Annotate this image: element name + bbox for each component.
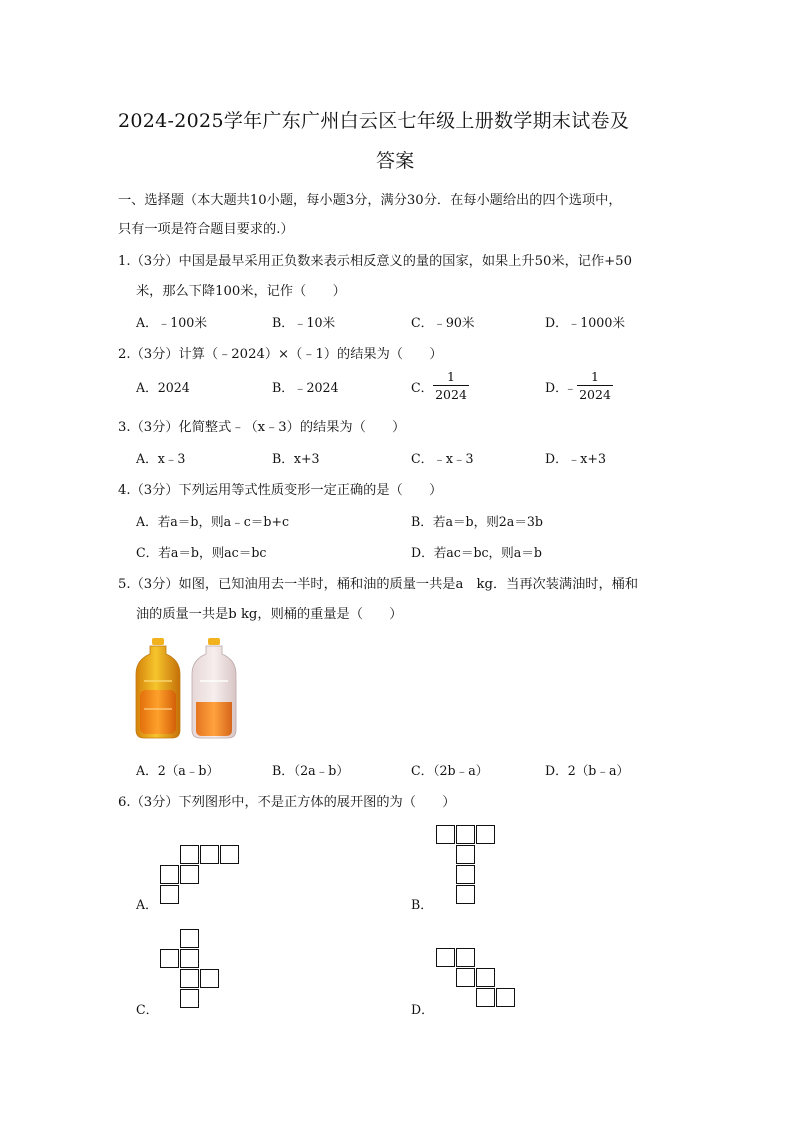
page-title-cont: 答案 xyxy=(376,150,415,172)
q4-option-c[interactable]: C．若a＝b，则ac＝bc xyxy=(136,545,267,560)
net-cell xyxy=(160,865,179,884)
net-cell xyxy=(180,845,199,864)
q2-fraction-d-num: 1 xyxy=(591,369,599,384)
q1-option-a[interactable]: A．﹣100米 xyxy=(136,315,207,330)
net-cell xyxy=(160,949,179,968)
net-cell xyxy=(496,988,515,1007)
q2-fraction-c-den: 2024 xyxy=(435,387,467,402)
question-5-cont: 油的质量一共是b kg，则桶的重量是（ ） xyxy=(136,607,403,622)
section-header: 一、选择题（本大题共10小题，每小题3分，满分30分．在每小题给出的四个选项中， xyxy=(118,193,622,208)
q3-option-b[interactable]: B．x+3 xyxy=(272,451,320,466)
q2-option-a[interactable]: A．2024 xyxy=(136,380,190,395)
net-cell xyxy=(180,969,199,988)
net-cell xyxy=(436,825,455,844)
net-cell xyxy=(456,845,475,864)
oil-bottles-image xyxy=(134,636,246,742)
net-cell xyxy=(180,949,199,968)
q1-option-b[interactable]: B．﹣10米 xyxy=(272,315,336,330)
net-cell xyxy=(436,948,455,967)
net-cell xyxy=(456,825,475,844)
half-bottle xyxy=(192,638,236,738)
q5-option-d[interactable]: D．2（b﹣a） xyxy=(545,763,630,778)
net-cell xyxy=(456,948,475,967)
net-cell xyxy=(180,865,199,884)
net-cell xyxy=(456,968,475,987)
q4-option-d[interactable]: D．若ac＝bc，则a＝b xyxy=(411,545,542,560)
page-title: 2024-2025学年广东广州白云区七年级上册数学期末试卷及 xyxy=(118,110,630,132)
q2-fraction-d-sign: ﹣ xyxy=(564,380,577,395)
question-2: 2.（3分）计算（﹣2024）×（﹣1）的结果为（ ） xyxy=(118,347,443,362)
q3-option-d[interactable]: D．﹣x+3 xyxy=(545,451,606,466)
net-cell xyxy=(200,969,219,988)
q6-option-d[interactable]: D． xyxy=(411,1002,434,1017)
net-cell xyxy=(180,989,199,1008)
q2-fraction-c-num: 1 xyxy=(447,369,455,384)
q5-option-c[interactable]: C．（2b﹣a） xyxy=(411,763,489,778)
q6-option-a[interactable]: A． xyxy=(136,897,158,912)
q2-fraction-d xyxy=(577,369,613,402)
net-cell xyxy=(220,845,239,864)
q6-option-b[interactable]: B． xyxy=(411,897,433,912)
q3-option-a[interactable]: A．x﹣3 xyxy=(136,451,186,466)
q2-fraction-c xyxy=(433,369,469,402)
q5-option-a[interactable]: A．2（a﹣b） xyxy=(136,763,220,778)
q1-option-c[interactable]: C．﹣90米 xyxy=(411,315,475,330)
net-cell xyxy=(476,988,495,1007)
q2-option-d[interactable]: D． xyxy=(545,380,568,395)
net-cell xyxy=(476,825,495,844)
net-cell xyxy=(200,845,219,864)
question-6: 6.（3分）下列图形中，不是正方体的展开图的为（ ） xyxy=(118,795,456,810)
question-4: 4.（3分）下列运用等式性质变形一定正确的是（ ） xyxy=(118,483,443,498)
net-cell xyxy=(456,885,475,904)
question-1-cont: 米，那么下降100米，记作（ ） xyxy=(136,284,346,299)
section-header-cont: 只有一项是符合题目要求的.） xyxy=(118,222,294,237)
net-cell xyxy=(476,968,495,987)
question-3: 3.（3分）化简整式﹣（x﹣3）的结果为（ ） xyxy=(118,420,406,435)
net-cell xyxy=(456,865,475,884)
q3-option-c[interactable]: C．﹣x﹣3 xyxy=(411,451,474,466)
q1-option-d[interactable]: D．﹣1000米 xyxy=(545,315,625,330)
q2-option-b[interactable]: B．﹣2024 xyxy=(272,380,339,395)
fraction-bar xyxy=(433,385,469,386)
q2-option-c[interactable]: C． xyxy=(411,380,434,395)
question-5: 5.（3分）如图，已知油用去一半时，桶和油的质量一共是a kg．当再次装满油时，桶和 xyxy=(118,577,639,592)
net-cell xyxy=(180,929,199,948)
net-cell xyxy=(160,885,179,904)
q2-fraction-d-den: 2024 xyxy=(579,387,611,402)
q4-option-b[interactable]: B．若a＝b，则2a＝3b xyxy=(411,514,543,529)
full-bottle xyxy=(136,638,180,738)
question-1: 1.（3分）中国是最早采用正负数来表示相反意义的量的国家，如果上升50米，记作+50 xyxy=(118,254,632,269)
q4-option-a[interactable]: A．若a＝b，则a﹣c＝b+c xyxy=(136,514,290,529)
q5-option-b[interactable]: B．（2a﹣b） xyxy=(272,763,349,778)
fraction-bar xyxy=(577,385,613,386)
q6-option-c[interactable]: C． xyxy=(136,1002,159,1017)
